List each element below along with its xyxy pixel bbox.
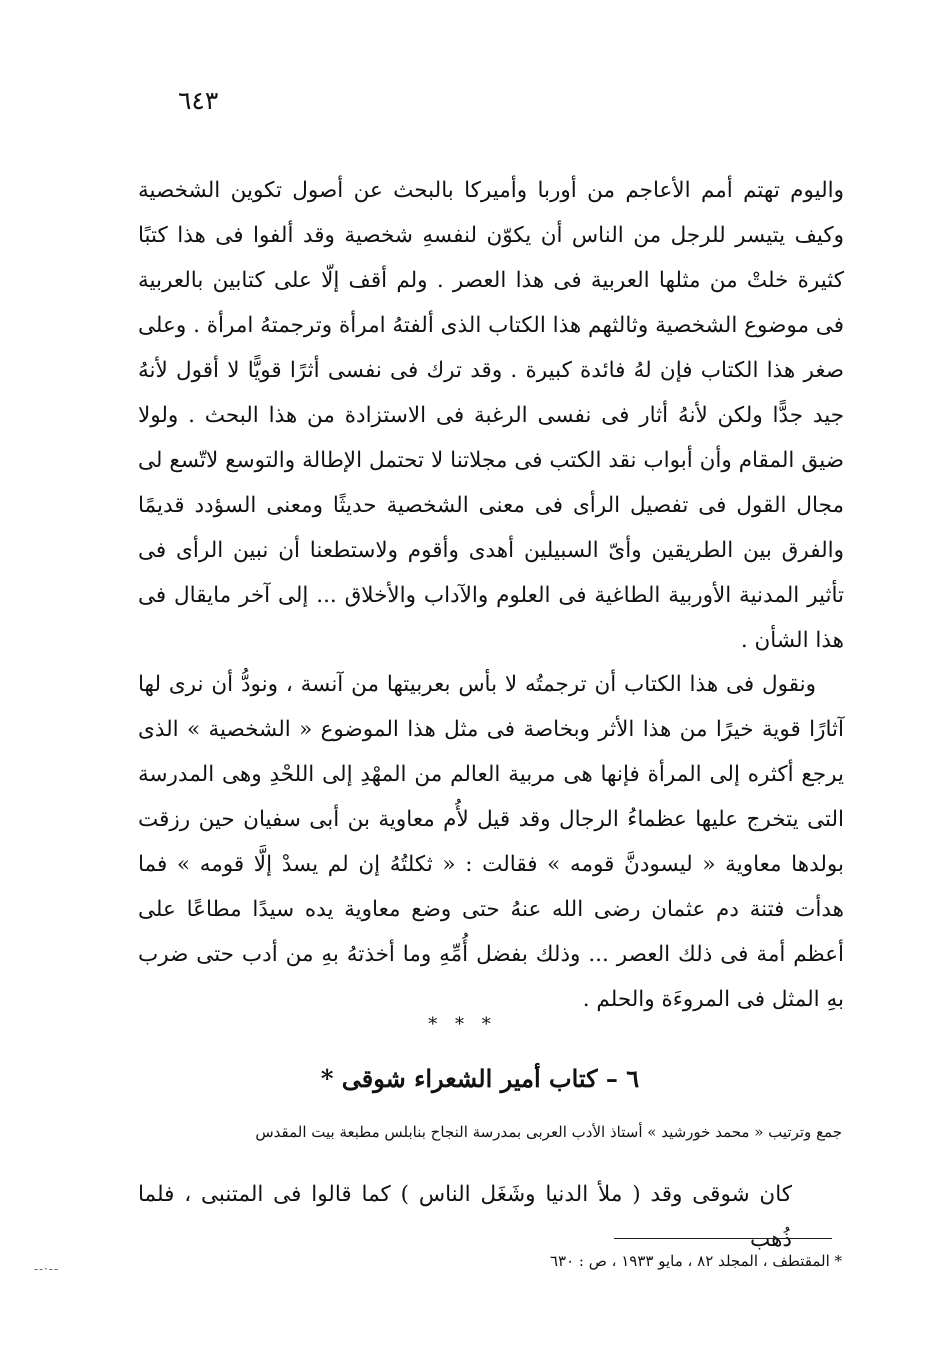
paragraph-text: ونقول فى هذا الكتاب أن ترجمتُه لا بأس بعربيتها من آنسة ، ونودُّ أن نرى لها آثارًا قوية خيرًا من هذا الأثر وبخاصة فى مثل هذا الموضوع « الشخصية » الذى يرجع أكثره إلى المرأة فإنها هى مربية العالم من المهْدِ إلى اللحْدِ وهى المدرسة التى يتخرج عليها عظماءُ الرجال وقد قيل لأُم معاوية بن أبى سفيان حين رزقت بولدها معاوية « ليسودنَّ قومه » فقالت : « ثكلتُهُ إن لم يسدْ إلَّا قومه » فما هدأت فتنة دم عثمان رضى الله عنهُ حتى وضع معاوية يده سيدًا مطاعًا على أعظم أمة فى ذلك العصر ... وذلك بفضل أُمِّهِ وما أخذتهُ بهِ من أدب حتى ضرب بهِ المثل فى المروءَة والحلم .	[138, 672, 844, 1012]
page-number: ٦٤٣	[178, 86, 219, 115]
body-paragraph-1	[138, 168, 844, 663]
section-opening-line: كان شوقى وقد ( ملأ الدنيا وشَغَل الناس ) كما قالوا فى المتنبى ، فلما ذُهب	[138, 1182, 792, 1252]
body-paragraph-2	[138, 662, 844, 1022]
margin-mark: --·--	[34, 1262, 60, 1276]
book-byline: جمع وترتيب « محمد خورشيد » أستاذ الأدب العربى بمدرسة النجاح بنابلس مطبعة بيت المقدس	[255, 1123, 842, 1141]
paragraph-text: واليوم تهتم أمم الأعاجم من أوربا وأميركا بالبحث عن أصول تكوين الشخصية وكيف يتيسر للرجل من الناس أن يكوّن لنفسهِ شخصية وقد ألفوا فى هذا كتبًا كثيرة خلتْ من مثلها العربية فى هذا العصر . ولم أقف إلّا على كتابين بالعربية فى موضوع الشخصية وثالثهم هذا الكتاب الذى ألفتهُ امرأة وترجمتهُ امرأة . وعلى صغر هذا الكتاب فإن لهُ فائدة كبيرة . وقد ترك فى نفسى أثرًا قويًّا لا أقول لأنهُ جيد جدًّا ولكن لأنهُ أثار فى نفسى الرغبة فى الاستزادة من هذا البحث . ولولا ضيق المقام وأن أبواب نقد الكتب فى مجلاتنا لا تحتمل الإطالة والتوسع لاتّسع لى مجال القول فى تفصيل الرأى فى معنى الشخصية حديثًا ومعنى السؤدد قديمًا والفرق بين الطريقين وأىّ السبيلين أهدى وأقوم ولاستطعنا أن نبين الرأى فى تأثير المدنية الأوربية الطاغية فى العلوم والآداب والأخلاق ... إلى آخر مايقال فى هذا الشأن .	[138, 178, 844, 653]
section-heading: ٦ – كتاب أمير الشعراء شوقى *	[320, 1064, 640, 1093]
footnote-divider	[614, 1238, 832, 1239]
section-separator: * * *	[428, 1014, 497, 1035]
footnote: * المقتطف ، المجلد ٨٢ ، مايو ١٩٣٣ ، ص : ٦٣٠	[549, 1252, 842, 1270]
